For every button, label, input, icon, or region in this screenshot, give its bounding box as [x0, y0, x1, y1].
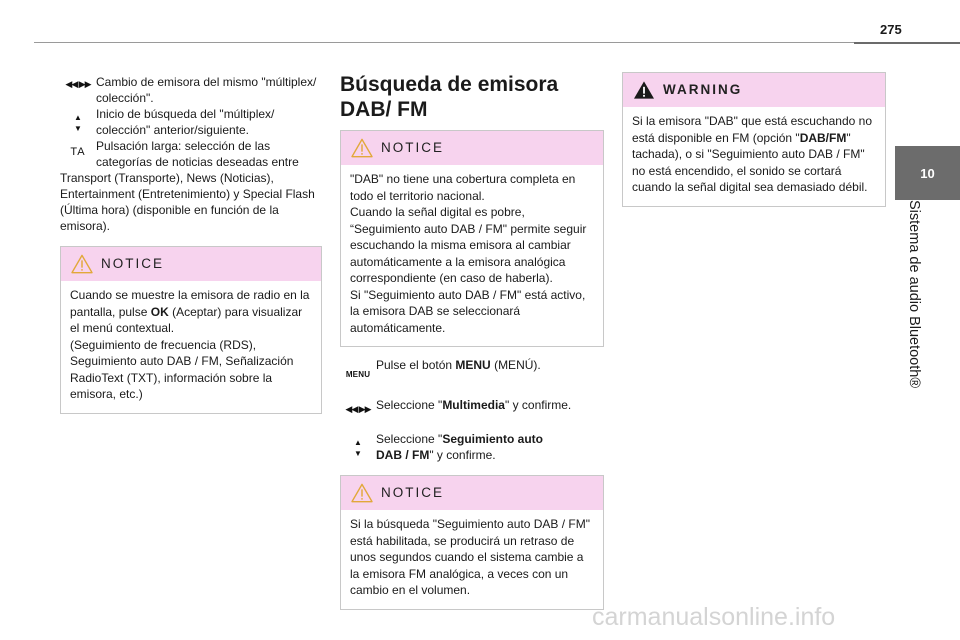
watermark: carmanualsonline.info	[592, 603, 836, 631]
item-text: Cambio de emisora del mismo "múltiplex/ colección".	[96, 75, 317, 105]
ta-icon: TA	[70, 146, 86, 158]
warning-body	[623, 107, 885, 206]
step-key: MENU	[455, 358, 491, 372]
notice-box	[60, 246, 322, 414]
step-key: Multimedia	[442, 398, 505, 412]
notice-body	[341, 165, 603, 346]
notice-text: Cuando se muestre la emisora de radio en la pantalla, pulse	[70, 288, 310, 319]
notice-text: (Aceptar) para visualizar el menú contextual.	[70, 304, 303, 335]
warning-triangle-icon	[633, 80, 655, 100]
step-text-part: (MENÚ).	[490, 358, 541, 372]
warning-header	[623, 73, 885, 107]
column-middle	[340, 72, 604, 610]
warning-triangle-icon	[71, 254, 93, 274]
notice-body: Si la búsqueda "Seguimiento auto DAB / FM" está habilitada, se producirá un retraso de unos segundos cuando el sistema cambie a la emisora FM analógica, a veces con un cambio en el volumen.	[350, 517, 590, 597]
notice-label: NOTICE	[381, 485, 445, 500]
notice-text: "DAB" no tiene una cobertura completa en todo el territorio nacional.	[350, 172, 576, 203]
section-heading: Búsqueda de emisora DAB/ FM	[340, 73, 559, 121]
step-item	[340, 431, 604, 463]
notice-header	[341, 476, 603, 510]
item-text-continuation: Transport (Transporte), News (Noticias), Entertainment (Entretenimiento) y Special Flash (Última hora) (disponible en función de la emisora).	[60, 171, 315, 233]
step-text-part: " y confirme.	[429, 448, 496, 462]
notice-label: NOTICE	[101, 256, 165, 271]
header-rule-accent	[854, 42, 960, 44]
item-text: Inicio de búsqueda del "múltiplex/ colección" anterior/siguiente.	[96, 107, 275, 137]
step-item	[340, 397, 604, 417]
step-text	[376, 431, 604, 463]
chapter-title-text: Sistema de audio Bluetooth®	[906, 200, 922, 389]
warning-triangle-icon	[351, 138, 373, 158]
warning-label: WARNING	[663, 82, 743, 97]
step-text-part: Seleccione "	[376, 398, 443, 412]
step-text-part: " y confirme.	[504, 398, 572, 412]
notice-header	[341, 131, 603, 165]
step-text-part: Seleccione "	[376, 432, 443, 446]
warning-text: Si la emisora "DAB" que está escuchando no está disponible en FM (opción "	[632, 114, 872, 145]
warning-key: DAB/FM	[799, 130, 847, 145]
notice-box	[340, 130, 604, 347]
column-left	[60, 74, 322, 414]
notice-key: OK	[150, 304, 169, 319]
menu-button-icon: MENU	[345, 370, 371, 379]
arrows-up-down-icon: ▲ ▼	[74, 113, 82, 133]
notice-label: NOTICE	[381, 140, 445, 155]
warning-triangle-icon	[351, 483, 373, 503]
list-item	[60, 74, 322, 106]
arrows-left-right-icon: ◀◀ ▶▶	[345, 404, 371, 414]
step-text-part: Pulse el botón	[376, 358, 456, 372]
item-text: Pulsación larga: selección de las categorías de noticias deseadas entre	[96, 139, 299, 169]
step-text	[376, 397, 604, 413]
chapter-number: 10	[920, 165, 935, 181]
notice-header	[61, 247, 321, 281]
arrows-up-down-icon: ▲ ▼	[354, 438, 362, 458]
notice-box	[340, 475, 604, 610]
step-item	[340, 357, 604, 383]
notice-body	[61, 281, 321, 413]
chapter-tab[interactable]	[895, 146, 960, 200]
step-key: Seguimiento auto DAB / FM	[376, 432, 543, 462]
column-right	[622, 72, 886, 207]
warning-box	[622, 72, 886, 207]
page-number: 275	[880, 22, 902, 37]
notice-text: Si "Seguimiento auto DAB / FM" está activo, la emisora DAB se seleccionará automáticamente.	[350, 287, 586, 335]
list-item	[60, 138, 322, 170]
header-rule	[34, 42, 854, 43]
list-item	[60, 106, 322, 138]
notice-text: (Seguimiento de frecuencia (RDS), Seguimiento auto DAB / FM, Señalización RadioText (TXT), información sobre la emisora, etc.)	[70, 337, 294, 401]
arrows-left-right-icon: ◀◀ ▶▶	[65, 79, 91, 89]
notice-text: Cuando la señal digital es pobre, “Seguimiento auto DAB / FM" permite seguir escuchando la misma emisora al cambiar automáticamente a la emisora analógica correspondiente (en caso de haberla).	[350, 205, 587, 285]
warning-text: " tachada), o si "Seguimiento auto DAB / FM" no está encendido, el sonido se cortará cuando la señal digital sea demasiado débil.	[632, 130, 868, 194]
step-text	[376, 357, 604, 373]
